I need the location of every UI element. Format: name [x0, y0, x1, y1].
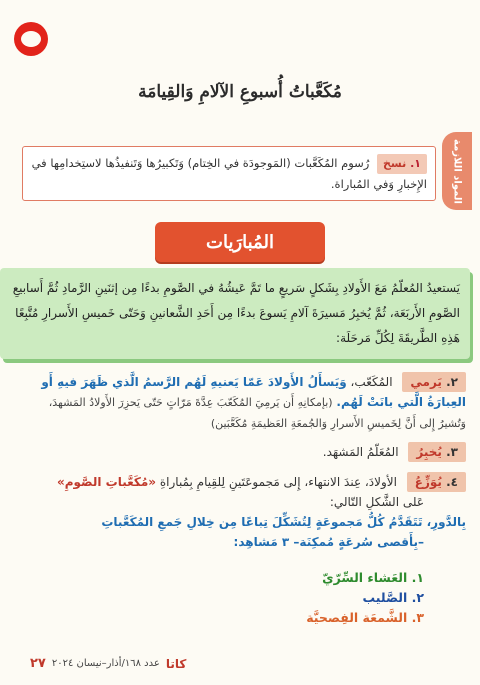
- step-rule-2: –بِأَقصى سُرعَةٍ مُمكِنَة– ٣ مَشاهِد:: [233, 535, 424, 549]
- step-badge: ٣. يُخبِرُ: [408, 442, 466, 462]
- step-rule-1: بِالدَّورِ، تَتَقَدَّمُ كُلُّ مَجموعَةٍ لِتُشَكِّلَ تِباعًا مِن خِلالِ جَمعِ المُكَعَّباتِ: [101, 515, 466, 529]
- materials-badge: ١. نسخ: [377, 154, 427, 174]
- intro-text: يَستعيدُ المُعلّمُ مَعَ الأَولادِ بِشَكلٍ سَريعٍ ما تَمَّ عَيشُهُ في الصَّومِ بدءًا مِن إثنَينِ الرَّمادِ ثُمَّ أَسابيعِ الصَّومِ الأَربَعَة، ثُمَّ يُخبِرُ مَسيرَةَ آلامِ يَسوعَ بدءًا مِن أَحَدِ الشَّعانينِ وَحَتّى خَميسِ الأَسرارِ مُتَّبِعًا هَذِهِ الطَّريقَةَ لِكُلِّ مَرحَلَة:: [12, 281, 460, 345]
- scenes-list: [26, 568, 466, 628]
- materials-text: رُسوم المُكَعَّبات (المَوجودَة في الخِتام) وَتَكبيرُها وَتَنفيذُها لاستِخدامِها في الإِخبارِ وَفي المُباراة.: [31, 156, 427, 191]
- page-number: ٢٧: [30, 656, 46, 671]
- side-tab-label: المواد اللازمة: [451, 138, 463, 204]
- red-ring-logo-icon: [14, 22, 48, 56]
- step-badge: ٢. يَرمي: [402, 372, 466, 392]
- scene-item: ٢. الصَّليب: [362, 590, 424, 605]
- step-lead: المُكَعّب،: [350, 375, 393, 389]
- side-tab: [442, 132, 472, 210]
- step-lead: المُعَلّمُ المَشهَد.: [322, 445, 399, 459]
- intro-box: [0, 268, 470, 359]
- page-footer: [30, 656, 186, 671]
- step-question: وَيَسأَلُ الأَولادَ عَمّا يَعنيهِ لَهُم الرَّسمُ الَّذي ظَهَرَ فيهِ أَو العِبارَةُ الَّتي بانَتْ لَهُم.: [41, 375, 466, 409]
- scene-item: ١. العَشاء السِّرّيّ: [322, 570, 424, 585]
- step-badge: ٤. يُوَزِّعُ: [407, 472, 466, 492]
- step-tell: [26, 442, 466, 462]
- step-lead: الأولادَ، عِندَ الانتهاء، إِلى مَجموعَتَينِ لِلقِيامِ بِمُباراةِ: [159, 475, 397, 489]
- page-title: مُكَعَّباتُ أُسبوعِ الآلامِ وَالقِيامَة: [138, 82, 342, 102]
- materials-box: [22, 146, 436, 201]
- step-note: (بإمكانِهِ أَن يَرمِيَ المُكَعّبَ عِدَّةَ مَرّاتٍ حَتّى يَحزِرَ الأَولادُ المَشهدَ، وَتُشيرُ إِلى أَنَّ لِخَميسِ الأَسرارِ وَالجُمعَةِ العَظيمَةِ مُكَعَّبَين): [48, 396, 466, 430]
- section-banner-label: المُبارَيات: [206, 231, 274, 253]
- step-line2: عَلى الشَّكلِ التّالي:: [329, 495, 424, 509]
- game-name: «مُكَعَّباتِ الصَّومِ»: [56, 475, 157, 489]
- step-throw: [26, 372, 466, 434]
- section-banner: [155, 222, 325, 262]
- step-distribute: [26, 472, 466, 552]
- scene-item: ٣. الشَّمعَة الفِصحيَّة: [306, 610, 424, 625]
- brand-name: كاتا: [165, 656, 187, 671]
- issue-info: عدد ١٦٨/أذار–نيسان ٢٠٢٤: [51, 658, 160, 669]
